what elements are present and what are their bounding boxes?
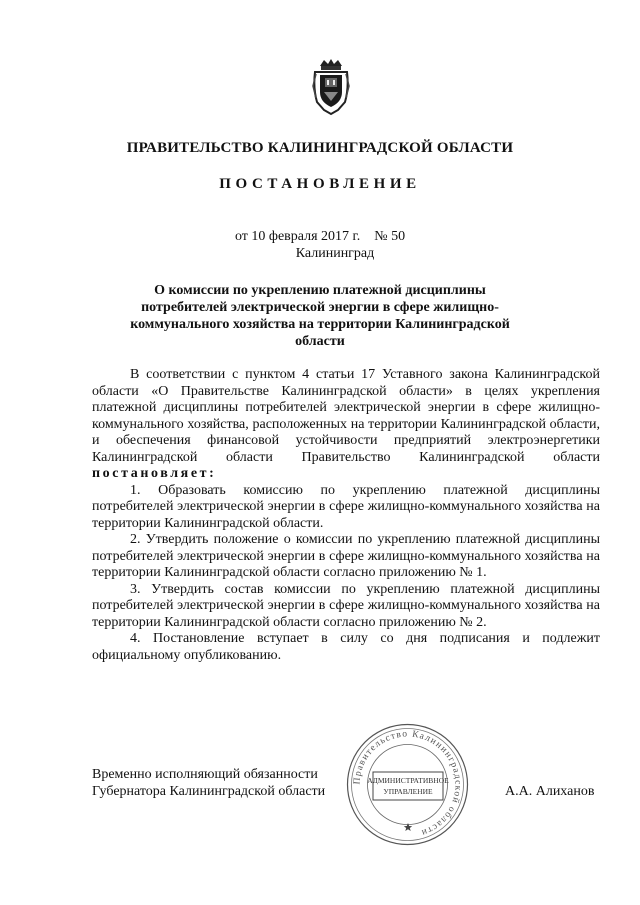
item-3: 3. Утвердить состав комиссии по укреплению платежной дисциплины потребителей электрической энергии в сфере жилищно-коммунального хозяйства на территории Калининградской области согласно приложению № 2.: [92, 581, 600, 630]
signer-position-line-1: Временно исполняющий обязанности: [92, 767, 318, 782]
document-number: 50: [391, 229, 406, 244]
resolves-word: постановляет:: [92, 466, 217, 481]
svg-text:АДМИНИСТРАТИВНОЕ: АДМИНИСТРАТИВНОЕ: [367, 776, 449, 785]
item-1: 1. Образовать комиссию по укреплению платежной дисциплины потребителей электрической энергии в сфере жилищно-коммунального хозяйства на территории Калининградской области.: [92, 482, 600, 531]
government-title: ПРАВИТЕЛЬСТВО КАЛИНИНГРАДСКОЙ ОБЛАСТИ: [126, 140, 514, 156]
city: Калининград: [295, 246, 375, 261]
document-subject: О комиссии по укреплению платежной дисциплины потребителей электрической энергии в сфере жилищно-коммунального хозяйства на территории Калининградской области: [130, 283, 510, 349]
preamble-paragraph: [92, 367, 600, 483]
signer-name: А.А. Алиханов: [505, 784, 595, 799]
preamble-text: В соответствии с пунктом 4 статьи 17 Уставного закона Калининградской области «О Правительстве Калининградской области» в целях укрепления платежной дисциплины потребителей электрической энергии в сфере жилищно-коммунального хозяйства, расположенных на территории Калининградской области, и обеспечения финансовой устойчивости предприятий электроэнергетики Калининградской области Правительство Калининградской области: [92, 367, 600, 465]
number-sign: №: [374, 229, 388, 244]
date-number-line: [0, 229, 640, 245]
document-date: 10 февраля 2017 г.: [251, 229, 361, 244]
item-4: 4. Постановление вступает в силу со дня подписания и подлежит официальному опубликованию.: [92, 631, 600, 663]
document-type: ПОСТАНОВЛЕНИЕ: [219, 176, 421, 192]
svg-text:УПРАВЛЕНИЕ: УПРАВЛЕНИЕ: [383, 787, 433, 796]
document-body: [92, 367, 600, 664]
official-seal: [345, 722, 470, 847]
date-prefix: от: [234, 229, 248, 244]
signer-position-line-2: Губернатора Калининградской области: [92, 784, 326, 799]
signer-position: [92, 766, 325, 800]
item-2: 2. Утвердить положение о комиссии по укреплению платежной дисциплины потребителей электрической энергии в сфере жилищно-коммунального хозяйства на территории Калининградской области согласно приложению № 1.: [92, 532, 600, 580]
coat-of-arms-icon: [312, 58, 350, 116]
svg-text:Правительство Калининградской: Правительство Калининградской области: [352, 729, 463, 838]
